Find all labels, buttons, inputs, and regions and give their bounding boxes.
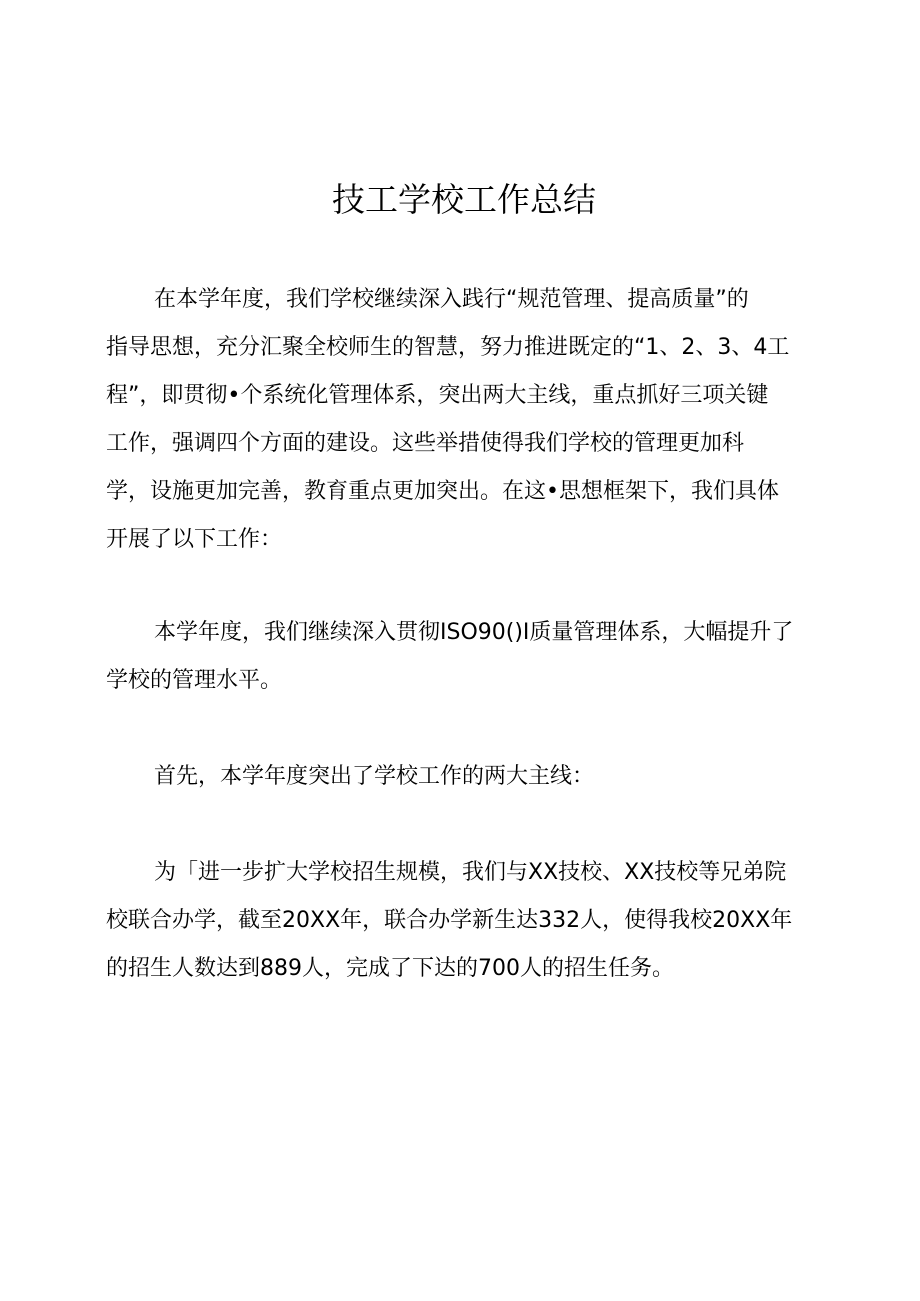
paragraph-intro (106, 276, 818, 564)
paragraph-line: 学，设施更加完善，教育重点更加突出。在这•思想框架下，我们具体 (106, 479, 779, 504)
paragraph-line: 本学年度，我们继续深入贯彻ISO90()I质量管理体系，大幅提升了 (154, 620, 794, 645)
document-title: 技工学校工作总结 (332, 180, 596, 219)
paragraph-line: 的招生人数达到889人，完成了下达的700人的招生任务。 (106, 956, 674, 981)
paragraph-line: 开展了以下工作： (106, 527, 283, 552)
paragraph-line: 指导思想，充分汇聚全校师生的智慧，努力推进既定的“1、2、3、4工 (106, 335, 790, 360)
paragraph-line: 工作，强调四个方面的建设。这些举措使得我们学校的管理更加科 (106, 431, 745, 456)
paragraph-first (106, 753, 818, 801)
paragraph-line: 为「进一步扩大学校招生规模，我们与XX技校、XX技校等兄弟院 (154, 860, 787, 885)
paragraph-line: 学校的管理水平。 (106, 668, 283, 693)
paragraph-enrollment (106, 849, 818, 993)
paragraph-line: 校联合办学，截至20XX年，联合办学新生达332人，使得我校20XX年 (106, 908, 793, 933)
paragraph-line: 在本学年度，我们学校继续深入践行“规范管理、提高质量”的 (154, 287, 749, 312)
paragraph-line: 首先，本学年度突出了学校工作的两大主线： (154, 764, 595, 789)
paragraph-iso (106, 609, 818, 705)
paragraph-line: 程”，即贯彻•个系统化管理体系，突出两大主线，重点抓好三项关键 (106, 383, 769, 408)
